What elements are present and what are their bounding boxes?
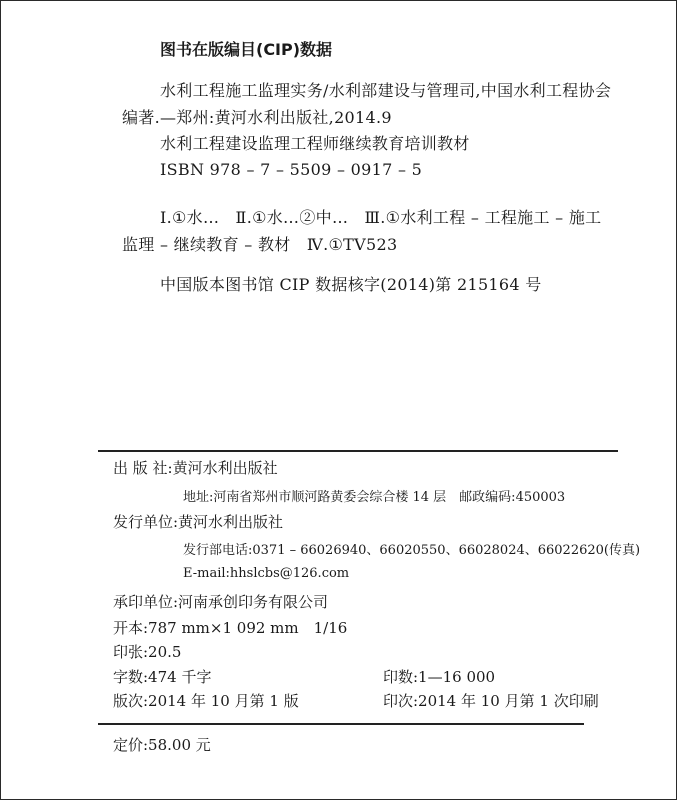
cip-main-entry: 水利工程施工监理实务/水利部建设与管理司,中国水利工程协会编著.—郑州:黄河水利出版社,2014.9 xyxy=(122,81,612,127)
price: 定价:58.00 元 xyxy=(113,736,211,754)
print-run: 印数:1—16 000 xyxy=(383,668,496,686)
cip-heading: 图书在版编目(CIP)数据 xyxy=(160,40,333,59)
distribution-phone: 发行部电话:0371 – 66026940、66020550、66028024、66022620(传真) xyxy=(183,543,641,558)
publisher-address: 地址:河南省郑州市顺河路黄委会综合楼 14 层 邮政编码:450003 xyxy=(183,490,566,505)
cip-classification: Ⅰ.①水… Ⅱ.①水…②中… Ⅲ.①水利工程 – 工程施工 – 施工监理 – 继续教育 – 教材 Ⅳ.①TV523 xyxy=(122,208,602,254)
cip-isbn: ISBN 978 – 7 – 5509 – 0917 – 5 xyxy=(160,160,423,179)
printing: 印次:2014 年 10 月第 1 次印刷 xyxy=(383,692,599,710)
printer: 承印单位:河南承创印务有限公司 xyxy=(113,593,329,611)
cip-series: 水利工程建设监理工程师继续教育培训教材 xyxy=(160,134,470,153)
cip-record-number: 中国版本图书馆 CIP 数据核字(2014)第 215164 号 xyxy=(160,275,542,294)
word-count: 字数:474 千字 xyxy=(113,668,212,686)
page-format: 开本:787 mm×1 092 mm 1/16 xyxy=(113,619,348,637)
printed-sheets: 印张:20.5 xyxy=(113,643,182,661)
email: E-mail:hhslcbs@126.com xyxy=(183,566,350,581)
distributor: 发行单位:黄河水利出版社 xyxy=(113,513,284,531)
publisher: 出 版 社:黄河水利出版社 xyxy=(113,459,278,477)
bottom-divider xyxy=(98,723,584,725)
top-divider xyxy=(98,450,618,452)
edition: 版次:2014 年 10 月第 1 版 xyxy=(113,692,299,710)
